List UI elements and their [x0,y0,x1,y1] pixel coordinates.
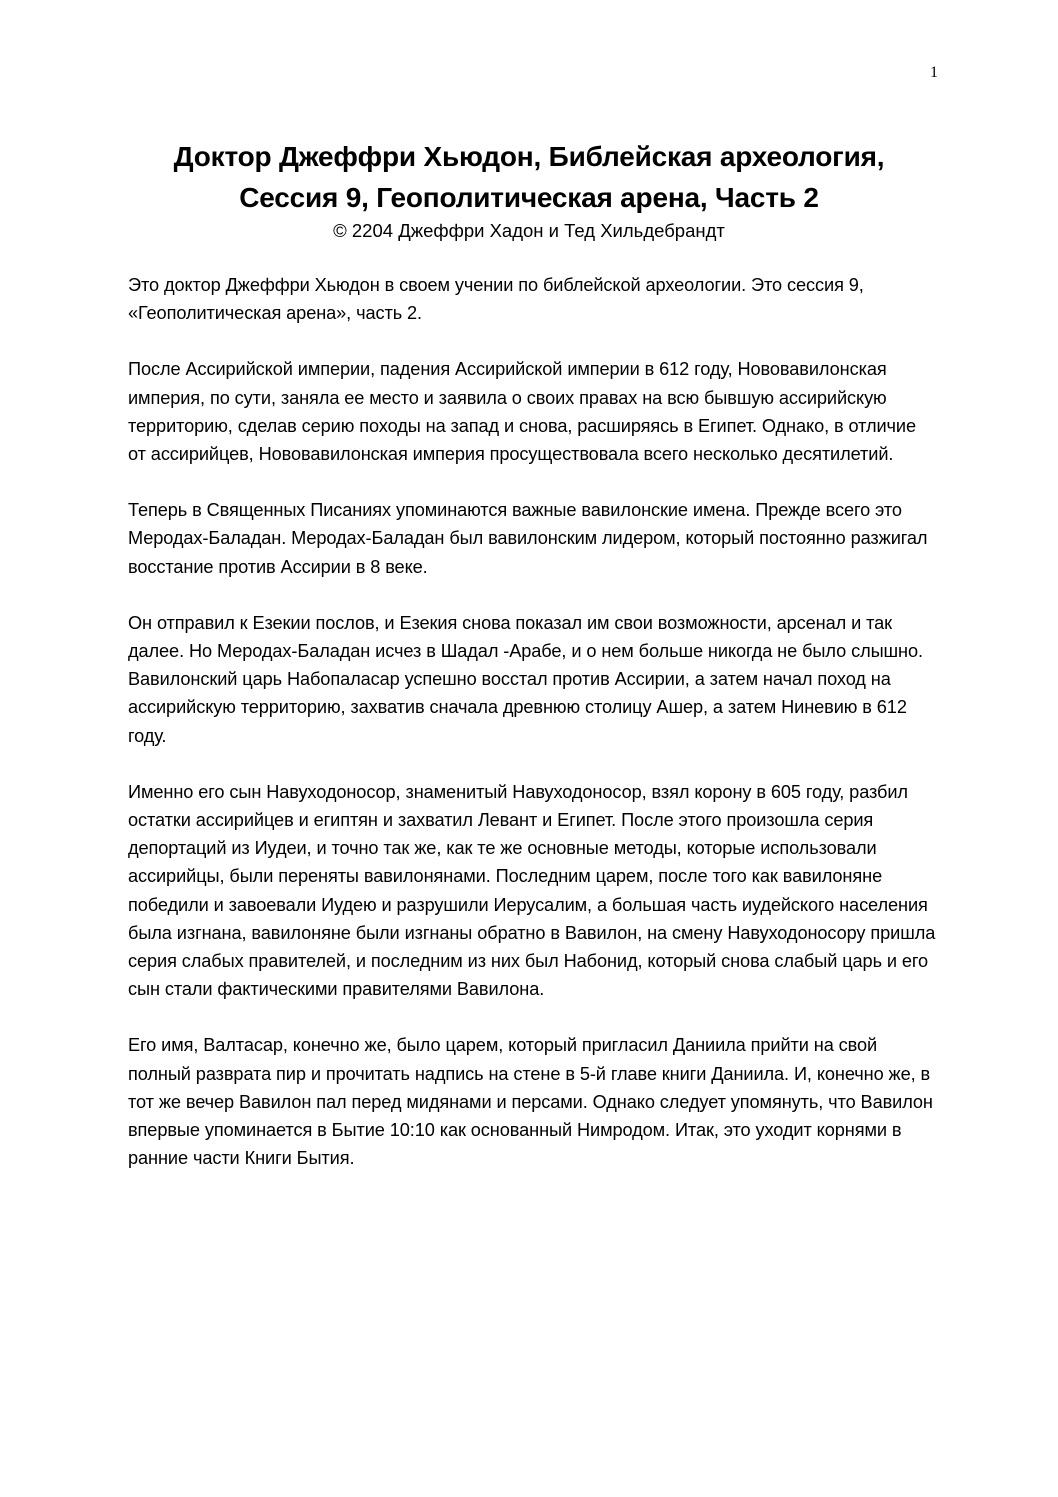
copyright-line: © 2204 Джеффри Хадон и Тед Хильдебрандт [333,220,725,241]
document-title-line-1: Доктор Джеффри Хьюдон, Библейская археология, [173,141,885,172]
paragraph-2: После Ассирийской империи, падения Ассирийской империи в 612 году, Нововавилонская империя, по сути, заняла ее место и заявила о своих правах на всю бывшую ассирийскую территорию, сделав серию походы на запад и снова, расширяясь в Египет. Однако, в отличие от ассирийцев, Нововавилонская империя просуществовала всего несколько десятилетий. [128,359,916,465]
paragraph-6: Его имя, Валтасар, конечно же, было царем, который пригласил Даниила прийти на свой полный разврата пир и прочитать надпись на стене в 5-й главе книги Даниила. И, конечно же, в тот же вечер Вавилон пал перед мидянами и персами. Однако следует упомянуть, что Вавилон впервые упоминается в Бытие 10:10 как основанный Нимродом. Итак, это уходит корнями в ранние части Книги Бытия. [128,1035,933,1169]
body-text [128,271,938,1200]
document-title-line-2: Сессия 9, Геополитическая арена, Часть 2 [239,182,819,213]
paragraph-3: Теперь в Священных Писаниях упоминаются важные вавилонские имена. Прежде всего это Меродах-Баладан. Меродах-Баладан был вавилонским лидером, который постоянно разжигал восстание против Ассирии в 8 веке. [128,500,928,577]
page-number: 1 [930,64,938,81]
paragraph-5: Именно его сын Навуходоносор, знаменитый Навуходоносор, взял корону в 605 году, разбил остатки ассирийцев и египтян и захватил Левант и Египет. После этого произошла серия депортаций из Иудеи, и точно так же, как те же основные методы, которые использовали ассирийцы, были переняты вавилонянами. Последним царем, после того как вавилоняне победили и завоевали Иудею и разрушили Иерусалим, а большая часть иудейского населения была изгнана, вавилоняне были изгнаны обратно в Вавилон, на смену Навуходоносору пришла серия слабых правителей, и последним из них был Набонид, который снова слабый царь и его сын стали фактическими правителями Вавилона. [128,781,936,1000]
paragraph-1: Это доктор Джеффри Хьюдон в своем учении по библейской археологии. Это сессия 9, «Геополитическая арена», часть 2. [128,275,864,324]
paragraph-4: Он отправил к Езекии послов, и Езекия снова показал им свои возможности, арсенал и так далее. Но Меродах-Баладан исчез в Шадал -Арабе, и о нем больше никогда не было слышно. Вавилонский царь Набопаласар успешно восстал против Ассирии, а затем начал поход на ассирийскую территорию, захватив сначала древнюю столицу Ашер, а затем Ниневию в 612 году. [128,612,923,746]
title-block [60,136,998,244]
